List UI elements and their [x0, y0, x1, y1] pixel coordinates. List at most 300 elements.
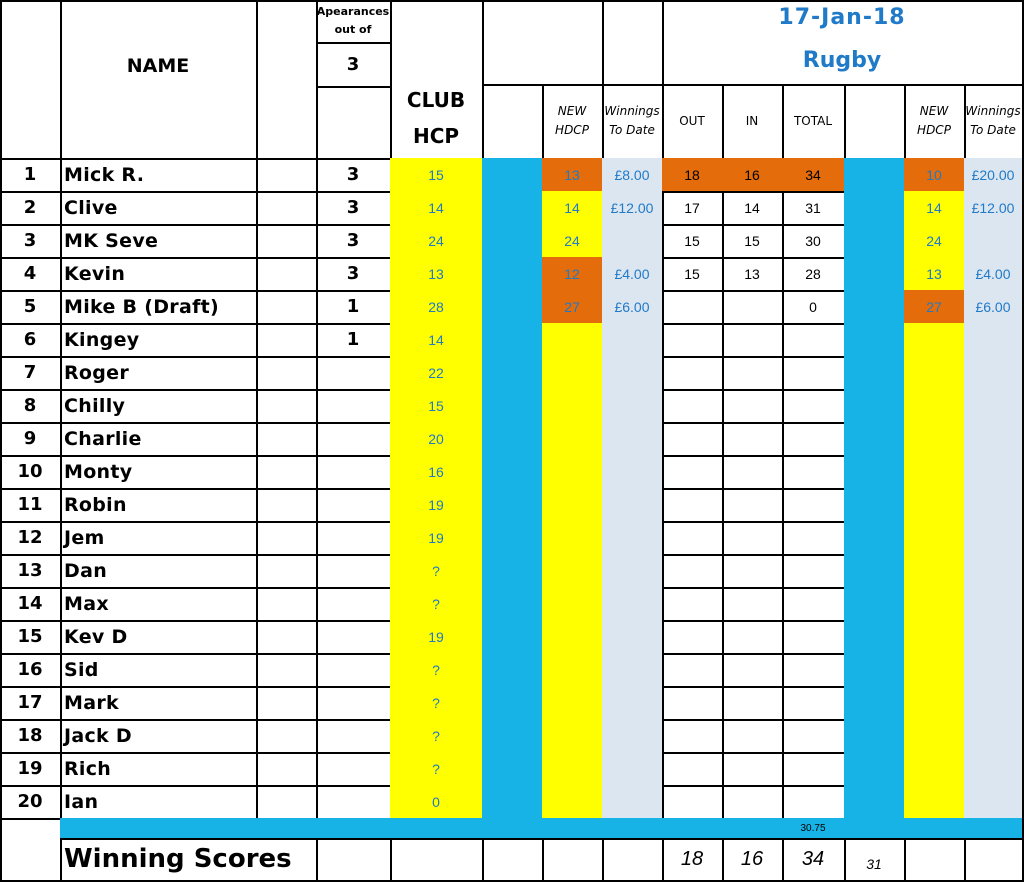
score-out-cell: [662, 389, 724, 424]
player-name-cell: [60, 521, 258, 556]
row-number: 13: [17, 560, 43, 581]
player-name: Roger: [64, 361, 130, 384]
winnings-to-date: £4.00: [614, 265, 650, 282]
row-number-cell: [0, 422, 62, 457]
score-out-cell: [662, 158, 724, 193]
score-in-cell: [722, 686, 784, 721]
player-name: Robin: [64, 493, 127, 516]
score-in-cell: [722, 587, 784, 622]
winnings-to-date-2-cell: [964, 389, 1024, 424]
club-hcp-cell: [390, 785, 484, 820]
appearances-cell: [316, 752, 392, 787]
appearances-cell: [316, 290, 392, 325]
row-number: 19: [17, 758, 43, 779]
blue-separator-2-cell: [844, 554, 906, 589]
new-hdcp-cell: [542, 455, 604, 490]
winnings-to-date-2-cell: [964, 752, 1024, 787]
club-hcp: 19: [428, 628, 444, 645]
new-hdcp-2: 10: [926, 166, 942, 183]
club-hcp-cell: [390, 224, 484, 259]
score-in-cell: [722, 752, 784, 787]
club-hcp-cell: [390, 290, 484, 325]
score-total-cell: [782, 422, 846, 457]
average-band-cell: [256, 818, 318, 840]
score-in-cell: [722, 422, 784, 457]
winning-blank-cell: [482, 838, 544, 882]
score-out-cell: [662, 257, 724, 292]
player-name: Chilly: [64, 394, 126, 417]
score-in-cell: [722, 554, 784, 589]
winning-blank-cell: [904, 838, 966, 882]
score-total-cell: [782, 719, 846, 754]
winning-blank-cell: [316, 838, 392, 882]
score-out-cell: [662, 521, 724, 556]
row-number: 8: [23, 395, 37, 416]
club-hcp-cell: [390, 521, 484, 556]
header-new-hdcp: NEW HDCP: [555, 104, 589, 137]
new-hdcp-2-cell: [904, 158, 966, 193]
winnings-to-date-2-cell: [964, 653, 1024, 688]
header-blank-cell: [256, 0, 318, 160]
new-hdcp-2-cell: [904, 422, 966, 457]
score-out-cell: [662, 752, 724, 787]
blank-cell-cell: [256, 224, 318, 259]
row-number-cell: [0, 752, 62, 787]
average-rownum-cell: [0, 818, 62, 882]
player-name-cell: [60, 389, 258, 424]
score-in-cell: [722, 356, 784, 391]
winnings-to-date-cell: [602, 455, 664, 490]
score-in-cell: [722, 290, 784, 325]
new-hdcp-cell: [542, 620, 604, 655]
player-name: Kingey: [64, 328, 140, 351]
blank-cell-cell: [256, 587, 318, 622]
club-hcp-cell: [390, 191, 484, 226]
winnings-to-date-cell: [602, 323, 664, 358]
winning-blank-cell: [602, 838, 664, 882]
score-total-cell: [782, 686, 846, 721]
average-band-cell: [602, 818, 664, 840]
winnings-to-date-2-cell: [964, 785, 1024, 820]
row-number-cell: [0, 686, 62, 721]
blank-cell-cell: [256, 488, 318, 523]
blue-separator-2-cell: [844, 158, 906, 193]
new-hdcp-cell: [542, 752, 604, 787]
blank-cell-cell: [256, 785, 318, 820]
row-number-cell: [0, 455, 62, 490]
blue-separator-cell: [482, 785, 544, 820]
winnings-to-date-2-cell: [964, 323, 1024, 358]
new-hdcp-cell: [542, 356, 604, 391]
blue-separator-cell: [482, 257, 544, 292]
player-name: Kev D: [64, 625, 128, 648]
row-number: 12: [17, 527, 43, 548]
score-total-cell: [782, 554, 846, 589]
score-total-cell: [782, 521, 846, 556]
header-out: OUT: [679, 114, 705, 128]
player-name: Mike B (Draft): [64, 295, 220, 318]
blue-separator-cell: [482, 290, 544, 325]
new-hdcp: 27: [564, 298, 580, 315]
club-hcp-cell: [390, 323, 484, 358]
average-band-cell: [482, 818, 544, 840]
header-winnings2: Winnings To Date: [965, 104, 1021, 137]
new-hdcp-2-cell: [904, 455, 966, 490]
blue-separator-2-cell: [844, 356, 906, 391]
club-hcp: 19: [428, 496, 444, 513]
score-out-cell: [662, 653, 724, 688]
winnings-to-date: £8.00: [614, 166, 650, 183]
club-hcp: 13: [428, 265, 444, 282]
club-hcp: 22: [428, 364, 444, 381]
blank-cell-cell: [256, 653, 318, 688]
blue-separator-cell: [482, 521, 544, 556]
blank-cell-cell: [256, 257, 318, 292]
row-number: 6: [23, 329, 37, 350]
header-out-cell: [662, 84, 724, 160]
row-number-cell: [0, 257, 62, 292]
score-in-cell: [722, 653, 784, 688]
header-appearances-label-cell: [316, 0, 392, 44]
row-number-cell: [0, 224, 62, 259]
new-hdcp-2-cell: [904, 224, 966, 259]
blue-separator-cell: [482, 653, 544, 688]
player-name: Jack D: [64, 724, 132, 747]
blue-separator-2-cell: [844, 191, 906, 226]
player-name: Sid: [64, 658, 99, 681]
score-out-cell: [662, 290, 724, 325]
player-name: Clive: [64, 196, 118, 219]
player-name: Mark: [64, 691, 119, 714]
row-number: 9: [23, 428, 37, 449]
score-total: 34: [805, 166, 821, 183]
new-hdcp-2-cell: [904, 323, 966, 358]
score-total-cell: [782, 323, 846, 358]
club-hcp-cell: [390, 620, 484, 655]
score-total: 0: [809, 298, 817, 315]
new-hdcp-cell: [542, 224, 604, 259]
winnings-to-date-cell: [602, 620, 664, 655]
club-hcp-cell: [390, 389, 484, 424]
new-hdcp-2-cell: [904, 653, 966, 688]
score-total-cell: [782, 290, 846, 325]
winnings-to-date-cell: [602, 422, 664, 457]
player-name-cell: [60, 455, 258, 490]
row-number: 7: [23, 362, 37, 383]
score-in-cell: [722, 455, 784, 490]
new-hdcp-2-cell: [904, 785, 966, 820]
new-hdcp-2-cell: [904, 488, 966, 523]
winnings-to-date-cell: [602, 554, 664, 589]
header-in: IN: [745, 114, 759, 128]
score-total-cell: [782, 389, 846, 424]
header-appearances-label: Apearances out of: [316, 5, 390, 36]
winnings-to-date-cell: [602, 488, 664, 523]
score-in-cell: [722, 785, 784, 820]
score-out-cell: [662, 554, 724, 589]
winnings-to-date-cell: [602, 719, 664, 754]
score-in: 13: [744, 265, 760, 282]
player-name-cell: [60, 719, 258, 754]
new-hdcp-cell: [542, 686, 604, 721]
score-in-cell: [722, 719, 784, 754]
header-winnings: Winnings To Date: [604, 104, 660, 137]
score-out-cell: [662, 422, 724, 457]
blank-cell-cell: [256, 620, 318, 655]
new-hdcp-2: 27: [926, 298, 942, 315]
appearances: 3: [346, 164, 360, 185]
winnings-to-date-cell: [602, 785, 664, 820]
average-band-cell: [60, 818, 258, 840]
winnings-to-date-cell: [602, 191, 664, 226]
new-hdcp-2-cell: [904, 389, 966, 424]
score-total-cell: [782, 257, 846, 292]
new-hdcp-2-cell: [904, 290, 966, 325]
club-hcp-cell: [390, 455, 484, 490]
score-out: 15: [684, 265, 700, 282]
player-name-cell: [60, 587, 258, 622]
player-name: MK Seve: [64, 229, 159, 252]
player-name-cell: [60, 191, 258, 226]
blank-cell-cell: [256, 422, 318, 457]
winnings-to-date-2-cell: [964, 719, 1024, 754]
row-number-cell: [0, 488, 62, 523]
winning-blank-cell: [542, 838, 604, 882]
winnings-to-date-2-cell: [964, 257, 1024, 292]
club-hcp: ?: [432, 562, 440, 579]
appearances-cell: [316, 686, 392, 721]
row-number: 17: [17, 692, 43, 713]
blue-separator-cell: [482, 323, 544, 358]
row-number-cell: [0, 785, 62, 820]
player-name: Ian: [64, 790, 99, 813]
blue-separator-2-cell: [844, 257, 906, 292]
header-appearances-total-cell: [316, 42, 392, 88]
header-new-hdcp-cell: [542, 84, 604, 160]
row-number: 16: [17, 659, 43, 680]
row-number-cell: [0, 191, 62, 226]
header-appearances-total: 3: [346, 53, 360, 75]
appearances-cell: [316, 422, 392, 457]
blank-cell-cell: [256, 323, 318, 358]
blue-separator-cell: [482, 455, 544, 490]
row-number: 2: [23, 197, 37, 218]
average-band-cell: [722, 818, 784, 840]
score-total-cell: [782, 785, 846, 820]
blue-separator-cell: [482, 488, 544, 523]
winning-score-cell: [722, 838, 784, 882]
winnings-to-date-2: £6.00: [975, 298, 1011, 315]
score-total-cell: [782, 356, 846, 391]
blank-cell-cell: [256, 158, 318, 193]
winnings-to-date: £6.00: [614, 298, 650, 315]
player-name: Kevin: [64, 262, 126, 285]
score-out-cell: [662, 488, 724, 523]
score-total: 30: [805, 232, 821, 249]
winnings-to-date-cell: [602, 290, 664, 325]
club-hcp: ?: [432, 760, 440, 777]
score-out-cell: [662, 620, 724, 655]
winnings-to-date-2-cell: [964, 488, 1024, 523]
row-number-cell: [0, 587, 62, 622]
winning-scores-label-cell: [60, 838, 318, 882]
header-new-hdcp2: NEW HDCP: [917, 104, 951, 137]
score-in-cell: [722, 620, 784, 655]
winnings-to-date-2-cell: [964, 554, 1024, 589]
blue-separator-cell: [482, 587, 544, 622]
score-out: 18: [684, 166, 700, 183]
blue-separator-cell: [482, 719, 544, 754]
score-in-cell: [722, 521, 784, 556]
row-number-cell: [0, 356, 62, 391]
score-out: 15: [684, 232, 700, 249]
player-name-cell: [60, 554, 258, 589]
header-date: 17-Jan-18: [778, 5, 906, 30]
blank-cell-cell: [256, 521, 318, 556]
new-hdcp: 12: [564, 265, 580, 282]
club-hcp: 24: [428, 232, 444, 249]
blue-separator-2-cell: [844, 488, 906, 523]
club-hcp-cell: [390, 554, 484, 589]
blue-separator-2-cell: [844, 323, 906, 358]
club-hcp: ?: [432, 661, 440, 678]
new-hdcp: 24: [564, 232, 580, 249]
blue-separator-cell: [482, 620, 544, 655]
club-hcp: 16: [428, 463, 444, 480]
winnings-to-date-cell: [602, 389, 664, 424]
appearances: 3: [346, 230, 360, 251]
score-in-cell: [722, 488, 784, 523]
header-club-hcp: CLUB HCP: [406, 88, 466, 148]
blue-separator-2-cell: [844, 290, 906, 325]
score-total-cell: [782, 752, 846, 787]
club-hcp-cell: [390, 752, 484, 787]
club-hcp: 15: [428, 397, 444, 414]
appearances-cell: [316, 356, 392, 391]
player-name-cell: [60, 785, 258, 820]
club-hcp: 14: [428, 331, 444, 348]
row-number: 18: [17, 725, 43, 746]
blank-cell-cell: [256, 455, 318, 490]
winnings-to-date-2-cell: [964, 686, 1024, 721]
row-number: 5: [23, 296, 37, 317]
row-number: 4: [23, 263, 37, 284]
blank-cell-cell: [256, 389, 318, 424]
club-hcp: 0: [432, 793, 440, 810]
average-total: 30.75: [800, 822, 826, 834]
appearances-cell: [316, 389, 392, 424]
appearances-cell: [316, 521, 392, 556]
header-venue: Rugby: [802, 48, 882, 73]
average-band-cell: [662, 818, 724, 840]
winnings-to-date-2-cell: [964, 356, 1024, 391]
header-blank-top-cell: [482, 0, 604, 86]
club-hcp: 28: [428, 298, 444, 315]
row-number-cell: [0, 389, 62, 424]
player-name-cell: [60, 356, 258, 391]
score-in-cell: [722, 191, 784, 226]
new-hdcp-cell: [542, 422, 604, 457]
average-band-cell: [844, 818, 906, 840]
club-hcp-cell: [390, 158, 484, 193]
appearances-cell: [316, 554, 392, 589]
winnings-to-date-cell: [602, 752, 664, 787]
blue-separator-2-cell: [844, 224, 906, 259]
winnings-to-date-2-cell: [964, 620, 1024, 655]
blue-separator-2-cell: [844, 752, 906, 787]
header-winnings-cell: [602, 84, 664, 160]
score-out-cell: [662, 587, 724, 622]
row-number-cell: [0, 653, 62, 688]
score-out-cell: [662, 455, 724, 490]
blue-separator-cell: [482, 752, 544, 787]
appearances-cell: [316, 620, 392, 655]
player-name: Max: [64, 592, 109, 615]
average-band-cell: [904, 818, 966, 840]
winnings-to-date-2-cell: [964, 224, 1024, 259]
winnings-to-date-cell: [602, 653, 664, 688]
score-total-cell: [782, 224, 846, 259]
winnings-to-date-2-cell: [964, 587, 1024, 622]
club-hcp-cell: [390, 257, 484, 292]
header-appearances-blank-cell: [316, 86, 392, 160]
winning-blank-cell: [390, 838, 484, 882]
score-out-cell: [662, 785, 724, 820]
blue-separator-2-cell: [844, 389, 906, 424]
appearances-cell: [316, 323, 392, 358]
row-number-cell: [0, 521, 62, 556]
winnings-to-date-cell: [602, 521, 664, 556]
club-hcp-cell: [390, 422, 484, 457]
club-hcp: ?: [432, 694, 440, 711]
player-name-cell: [60, 488, 258, 523]
player-name-cell: [60, 224, 258, 259]
winnings-to-date-2-cell: [964, 158, 1024, 193]
blue-separator-2-cell: [844, 455, 906, 490]
new-hdcp: 14: [564, 199, 580, 216]
new-hdcp-2-cell: [904, 752, 966, 787]
score-out-cell: [662, 191, 724, 226]
winning-score-cell: [662, 838, 724, 882]
club-hcp: 15: [428, 166, 444, 183]
player-name-cell: [60, 158, 258, 193]
winning-in: 16: [740, 847, 764, 870]
club-hcp: 19: [428, 529, 444, 546]
new-hdcp-2-cell: [904, 521, 966, 556]
row-number: 14: [17, 593, 43, 614]
score-in-cell: [722, 323, 784, 358]
player-name-cell: [60, 257, 258, 292]
winning-extra: 31: [866, 856, 882, 872]
new-hdcp-2: 13: [926, 265, 942, 282]
score-total: 31: [805, 199, 821, 216]
header-total: TOTAL: [793, 114, 833, 128]
header-total-cell: [782, 84, 846, 160]
winning-score-cell: [782, 838, 846, 882]
winnings-to-date-2-cell: [964, 422, 1024, 457]
blue-separator-2-cell: [844, 521, 906, 556]
score-in-cell: [722, 224, 784, 259]
blue-separator-cell: [482, 686, 544, 721]
player-name-cell: [60, 422, 258, 457]
blank-cell-cell: [256, 191, 318, 226]
score-out-cell: [662, 356, 724, 391]
winning-scores-label: Winning Scores: [64, 844, 292, 874]
club-hcp-cell: [390, 587, 484, 622]
appearances: 1: [346, 296, 360, 317]
winnings-to-date-cell: [602, 158, 664, 193]
new-hdcp-cell: [542, 653, 604, 688]
